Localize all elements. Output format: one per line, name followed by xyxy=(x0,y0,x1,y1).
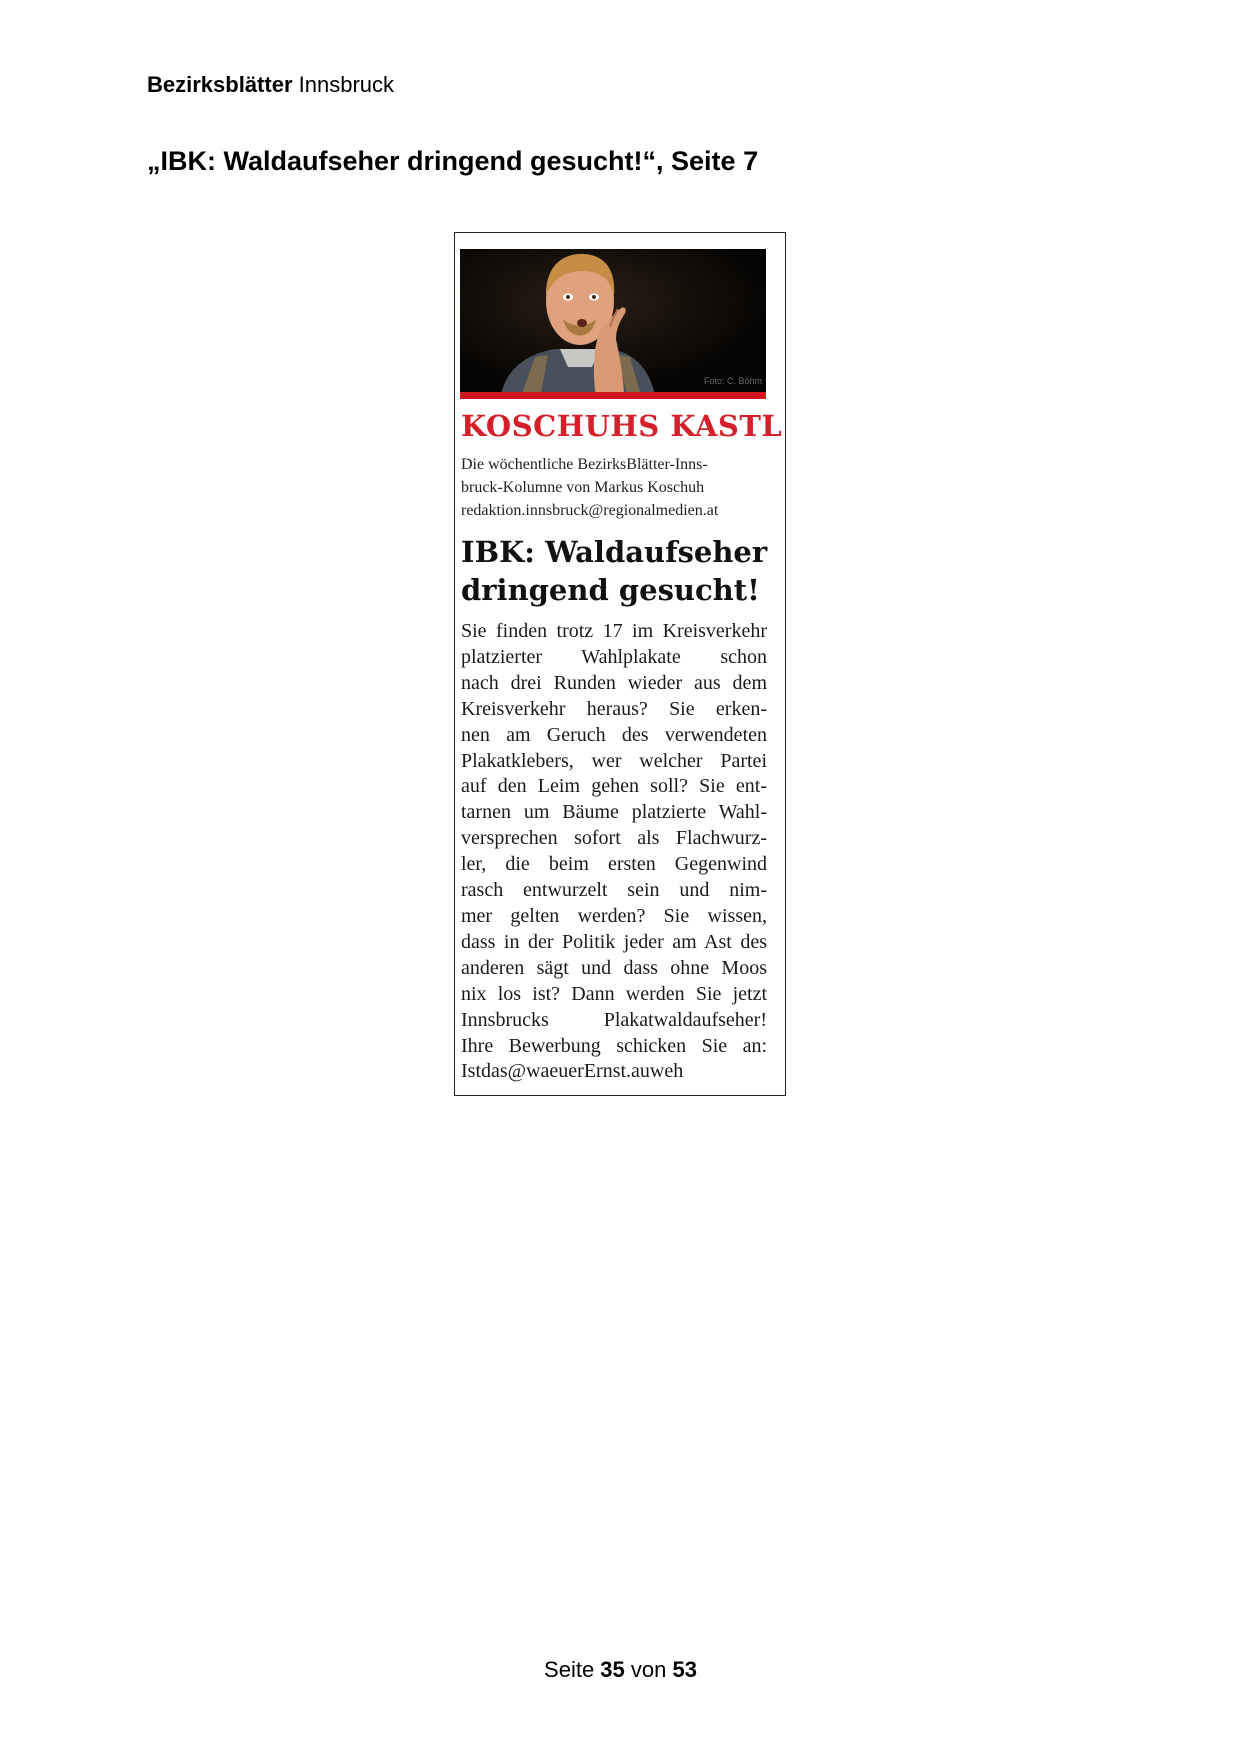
column-email: redaktion.innsbruck@regionalmedien.at xyxy=(461,502,719,519)
body-line: Ihre Bewerbung schicken Sie an: xyxy=(461,1034,767,1057)
total-pages: 53 xyxy=(672,1657,697,1682)
column-description-line: Die wöchentliche BezirksBlätter-Inns- xyxy=(461,456,708,473)
body-line: tarnen um Bäume platzierte Wahl- xyxy=(461,801,767,824)
body-line: mer gelten werden? Sie wissen, xyxy=(461,904,767,927)
body-line: Kreisverkehr heraus? Sie erken- xyxy=(461,697,767,720)
headline-line: IBK: Waldaufseher xyxy=(461,535,768,569)
body-line: Sie finden trotz 17 im Kreisverkehr xyxy=(461,620,767,642)
body-line: rasch entwurzelt sein und nim- xyxy=(461,879,767,902)
accent-bar xyxy=(460,392,766,399)
column-description xyxy=(461,453,771,522)
publication-name: Bezirksblätter xyxy=(147,72,293,97)
body-line: auf den Leim gehen soll? Sie ent- xyxy=(461,775,767,798)
page-number-prefix: Seite xyxy=(544,1657,601,1682)
document-title: „IBK: Waldaufseher dringend gesucht!“, Seite 7 xyxy=(147,146,759,176)
column-title: KOSCHUHS KASTL xyxy=(461,409,783,443)
newspaper-clipping xyxy=(454,232,786,1096)
page-number xyxy=(0,1657,1241,1683)
body-line: nach drei Runden wieder aus dem xyxy=(461,671,767,694)
body-line: versprechen sofort als Flachwurz- xyxy=(461,827,767,850)
column-description-line: bruck-Kolumne von Markus Koschuh xyxy=(461,479,705,496)
body-line: Plakatklebers, wer welcher Partei xyxy=(461,749,767,772)
body-line: nen am Geruch des verwendeten xyxy=(461,723,767,746)
body-line: Istdas@waeuerErnst.auweh xyxy=(461,1060,684,1083)
current-page: 35 xyxy=(600,1657,625,1682)
publication-region: Innsbruck xyxy=(292,72,395,97)
article-body xyxy=(461,619,767,1085)
article-headline xyxy=(461,533,781,609)
body-line: ler, die beim ersten Gegenwind xyxy=(461,853,767,876)
photo-credit: Foto: C. Böhm xyxy=(703,376,762,386)
body-line: platzierter Wahlplakate schon xyxy=(461,645,767,668)
body-line: nix los ist? Dann werden Sie jetzt xyxy=(461,982,767,1005)
body-line: anderen sägt und dass ohne Moos xyxy=(461,956,767,979)
body-line: Innsbrucks Plakatwaldaufseher! xyxy=(461,1008,767,1031)
headline-line: dringend gesucht! xyxy=(461,573,760,607)
author-photo xyxy=(460,249,766,399)
page-number-separator: von xyxy=(624,1657,673,1682)
document-header xyxy=(147,72,394,98)
body-line: dass in der Politik jeder am Ast des xyxy=(461,930,767,953)
